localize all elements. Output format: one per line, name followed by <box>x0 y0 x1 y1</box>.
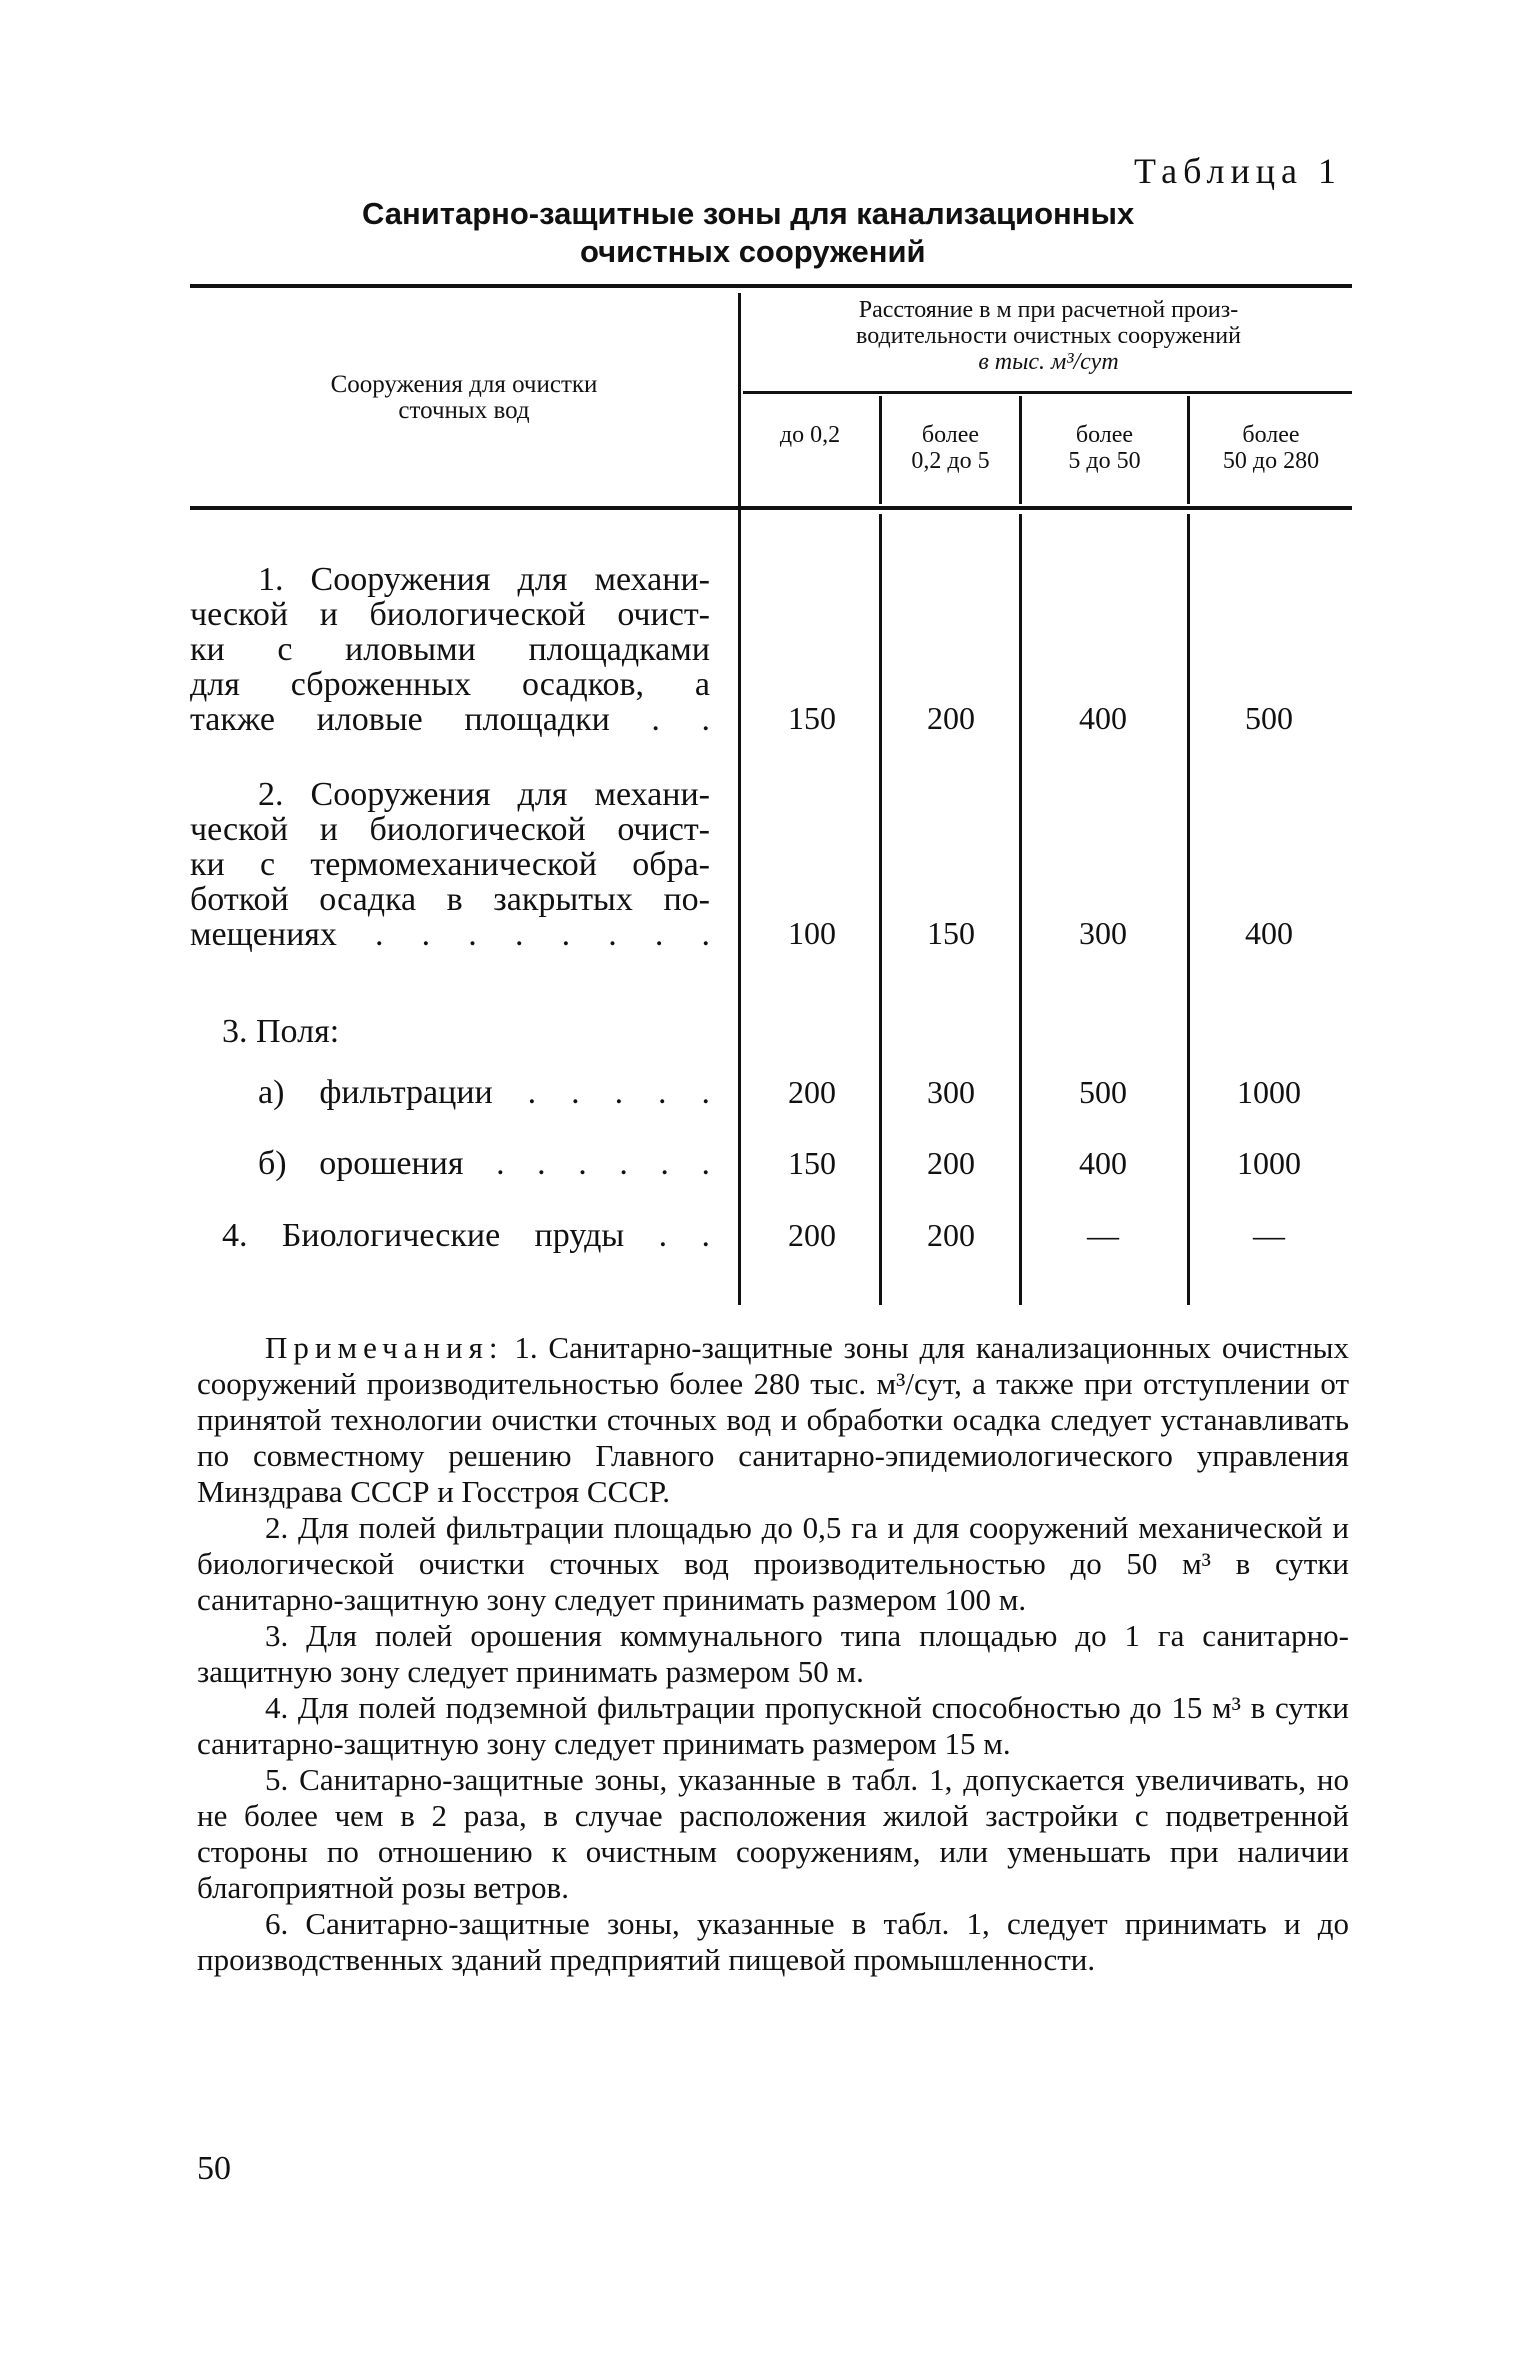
table-title <box>190 195 1350 271</box>
column-header-line: более <box>1242 422 1300 448</box>
table-row <box>190 562 710 737</box>
row-label-line: боткой осадка в закрытых по- <box>190 881 710 918</box>
row-label-line: также иловые площадки . . <box>190 701 710 738</box>
column-header-line: более <box>921 422 980 448</box>
cell-value: 400 <box>1079 1145 1127 1181</box>
row-label-line: 4. Биологические пруды . . <box>222 1217 710 1254</box>
cell-value: 100 <box>788 915 836 951</box>
column-divider <box>1019 514 1022 1305</box>
note-item: 2. Для полей фильтрации площадью до 0,5 га и для сооружений механической и биологической очистки сточных вод производительностью до 50 м³ в сутки санитарно-защитную зону следует принимать размером 100 м. <box>197 1510 1349 1617</box>
cell-value: 400 <box>1079 700 1127 736</box>
row-label <box>190 562 710 737</box>
cell-value: 150 <box>788 1145 836 1181</box>
row-label-line: ки с термомеханической обра- <box>190 846 710 883</box>
header-bottom-rule <box>190 506 1352 510</box>
cell-value: — <box>1087 1217 1119 1253</box>
cell-value: 200 <box>788 1074 836 1110</box>
row-label <box>258 1074 710 1112</box>
cell-value: 1000 <box>1237 1074 1301 1110</box>
cell-value: 1000 <box>1237 1145 1301 1181</box>
row-label <box>258 1145 710 1183</box>
column-header-0-2-to-5 <box>882 422 1019 474</box>
column-header-structures <box>190 372 738 424</box>
note-item: 3. Для полей орошения коммунального типа площадью до 1 га санитарно-защитную зону следует принимать размером 50 м. <box>197 1618 1349 1689</box>
table-label: Таблица 1 <box>1134 151 1342 191</box>
column-header-line: до 0,2 <box>779 422 841 448</box>
cell-value: 150 <box>927 915 975 951</box>
table-title-line1: Санитарно-защитные зоны для канализационных <box>362 196 1135 231</box>
cell-value: 200 <box>927 1217 975 1253</box>
row-label-line: ческой и биологической очист- <box>190 596 710 633</box>
cell-value: 300 <box>1079 915 1127 951</box>
row-label-line: для сброженных осадков, а <box>190 666 710 703</box>
table-top-rule <box>190 284 1352 288</box>
cell-value: 200 <box>788 1217 836 1253</box>
note-text: 1. Санитарно-защитные зоны для канализационных очистных сооружений производительностью более 280 тыс. м³/сут, а также при отступлении от принятой технологии очистки сточных вод и обработки осадка следует устанавливать по совместному решению Главного санитарно-эпидемиологического управления Минздрава СССР и Госстроя СССР. <box>197 1330 1349 1509</box>
group-header-line: в тыс. м³/сут <box>978 349 1119 375</box>
cell-value: 500 <box>1245 700 1293 736</box>
row-label-line: а) фильтрации . . . . . <box>258 1074 710 1111</box>
column-header-line: Сооружения для очистки <box>330 371 598 398</box>
note-item: 4. Для полей подземной фильтрации пропускной способностью до 15 м³ в сутки санитарно-защитную зону следует принимать размером 15 м. <box>197 1690 1349 1761</box>
table-title-line2: очистных сооружений <box>580 234 926 269</box>
note-item <box>197 1330 1349 1510</box>
cell-value: 150 <box>788 700 836 736</box>
group-header-line: водительности очистных сооружений <box>856 323 1241 349</box>
cell-value: 200 <box>927 1145 975 1181</box>
table-row <box>190 777 710 952</box>
group-header-distance <box>745 297 1352 375</box>
note-item: 6. Санитарно-защитные зоны, указанные в табл. 1, следует принимать и до производственных зданий предприятий пищевой промышленности. <box>197 1906 1349 1977</box>
cell-value: 500 <box>1079 1074 1127 1110</box>
note-item: 5. Санитарно-защитные зоны, указанные в табл. 1, допускается увеличивать, но не более чем в 2 раза, в случае расположения жилой застройки с подветренной стороны по отношению к очистным сооружениям, или уменьшать при наличии благоприятной розы ветров. <box>197 1762 1349 1905</box>
column-header-line: 5 до 50 <box>1068 448 1141 474</box>
group-header-line: Расстояние в м при расчетной произ- <box>858 297 1239 323</box>
row-label-line: ческой и биологической очист- <box>190 811 710 848</box>
cell-value: 300 <box>927 1074 975 1110</box>
column-divider <box>879 514 882 1305</box>
row-label-line: б) орошения . . . . . . <box>258 1145 710 1182</box>
cell-value: — <box>1253 1217 1285 1253</box>
cell-value: 200 <box>927 700 975 736</box>
row-label <box>222 1217 710 1255</box>
row-label <box>190 777 710 952</box>
row-label: 3. Поля: <box>222 1013 340 1050</box>
row-label-line: мещениях . . . . . . . . <box>190 916 710 953</box>
row-label-line: ки с иловыми площадками <box>190 631 710 668</box>
group-header-rule <box>743 391 1352 394</box>
column-header-line: 50 до 280 <box>1222 448 1320 474</box>
notes-section <box>197 1330 1349 1978</box>
column-header-line: 0,2 до 5 <box>911 448 990 474</box>
column-header-50-to-280 <box>1190 422 1352 474</box>
row-label-line: 1. Сооружения для механи- <box>258 561 710 598</box>
column-divider <box>1187 514 1190 1305</box>
column-header-5-to-50 <box>1022 422 1187 474</box>
notes-heading: Примечания: <box>265 1330 504 1365</box>
page-number: 50 <box>197 2150 231 2187</box>
row-label-line: 2. Сооружения для механи- <box>258 776 710 813</box>
column-header-line: более <box>1075 422 1134 448</box>
column-header-up-to-0-2 <box>741 422 879 448</box>
cell-value: 400 <box>1245 915 1293 951</box>
column-header-line: сточных вод <box>398 397 530 424</box>
